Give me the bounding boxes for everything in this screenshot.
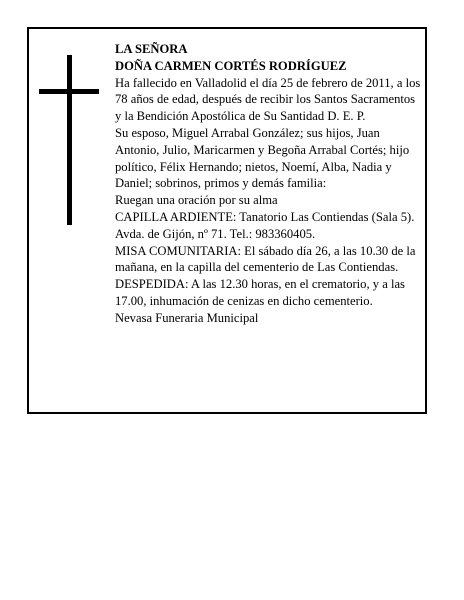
death-announcement: Ha fallecido en Valladolid el día 25 de febrero de 2011, a los 78 años de edad, después de recibir los Santos Sacramentos y la Bendición Apostólica de Su Santidad D. E. P. — [115, 75, 421, 124]
prayer-request: Ruegan una oración por su alma — [115, 193, 278, 208]
chapel-info: CAPILLA ARDIENTE: Tanatorio Las Contiendas (Sala 5). Avda. de Gijón, nº 71. Tel.: 983360405. — [115, 209, 415, 241]
notice-text — [115, 41, 421, 327]
funeral-home: Nevasa Funeraria Municipal — [115, 310, 259, 325]
family-list: Su esposo, Miguel Arrabal González; sus hijos, Juan Antonio, Julio, Maricarmen y Begoña Arrabal Cortés; hijo político, Félix Hernando; nietos, Noemí, Alba, Nadia y Daniel; sobrinos, primos y demás familia: — [115, 125, 410, 191]
cross-horizontal-bar — [39, 89, 99, 94]
mass-info: MISA COMUNITARIA: El sábado día 26, a las 10.30 de la mañana, en la capilla del cementerio de Las Contiendas. — [115, 243, 416, 275]
deceased-name: DOÑA CARMEN CORTÉS RODRÍGUEZ — [115, 58, 347, 73]
notice-title: LA SEÑORA — [115, 42, 188, 56]
farewell-info: DESPEDIDA: A las 12.30 horas, en el crematorio, y a las 17.00, inhumación de cenizas en dicho cementerio. — [115, 277, 405, 308]
latin-cross-icon — [39, 55, 99, 225]
obituary-notice — [27, 27, 427, 414]
cross-vertical-bar — [67, 55, 72, 225]
